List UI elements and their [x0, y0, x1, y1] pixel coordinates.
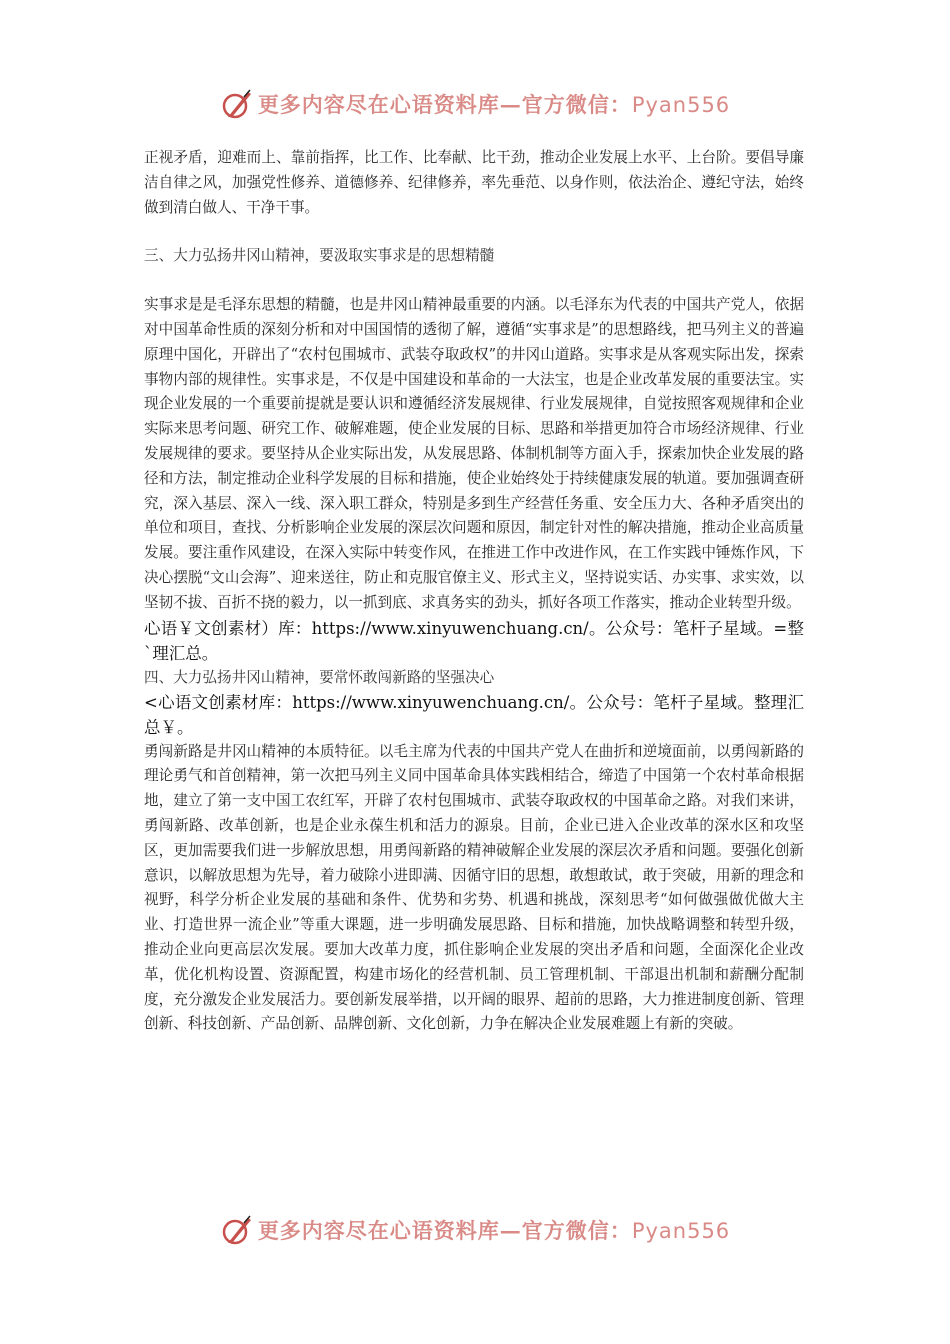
paragraph-3: 勇闯新路是井冈山精神的本质特征。以毛主席为代表的中国共产党人在曲折和逆境面前，以勇闯新路的理论勇气和首创精神，第一次把马列主义同中国革命具体实践相结合，缔造了中国第一个农村革命根据地，建立了第一支中国工农红军，开辟了农村包围城市、武装夺取政权的中国革命之路。对我们来讲，勇闯新路、改革创新，也是企业永葆生机和活力的源泉。目前，企业已进入企业改革的深水区和攻坚区，更加需要我们进一步解放思想，用勇闯新路的精神破解企业发展的深层次矛盾和问题。要强化创新意识，以解放思想为先导，着力破除小进即满、因循守旧的思想，敢想敢试，敢于突破，用新的理念和视野，科学分析企业发展的基础和条件、优势和劣势、机遇和挑战，深刻思考“如何做强做优做大主业、打造世界一流企业”等重大课题，进一步明确发展思路、目标和措施，加快战略调整和转型升级，推动企业向更高层次发展。要加大改革力度，抓住影响企业发展的突出矛盾和问题，全面深化企业改革，优化机构设置、资源配置，构建市场化的经营机制、员工管理机制、干部退出机制和薪酬分配制度，充分激发企业发展活力。要创新发展举措，以开阔的眼界、超前的思路，大力推进制度创新、管理创新、科技创新、产品创新、品牌创新、文化创新，力争在解决企业发展难题上有新的突破。: [144, 742, 804, 1033]
section-heading-4: 四、大力弘扬井冈山精神，要常怀敢闯新路的坚强决心: [144, 668, 495, 686]
footer-banner-text: 更多内容尽在心语资料库—官方微信：Pyan556: [257, 1218, 731, 1243]
document-body: [144, 146, 804, 1037]
paragraph-2: 实事求是是毛泽东思想的精髓，也是井冈山精神最重要的内涵。以毛泽东为代表的中国共产党人，依据对中国革命性质的深刻分析和对中国国情的透彻了解，遵循“实事求是”的思想路线，把马列主义的普遍原理中国化，开辟出了“农村包围城市、武装夺取政权”的井冈山道路。实事求是从客观实际出发，探索事物内部的规律性。实事求是，不仅是中国建设和革命的一大法宝，也是企业改革发展的重要法宝。实现企业发展的一个重要前提就是要认识和遵循经济发展规律、行业发展规律，自觉按照客观规律和企业实际来思考问题、研究工作、破解难题，使企业发展的目标、思路和举措更加符合市场经济规律、行业发展规律的要求。要坚持从企业实际出发，从发展思路、体制机制等方面入手，探索加快企业发展的路径和方法，制定推动企业科学发展的目标和措施，使企业始终处于持续健康发展的轨道。要加强调查研究，深入基层、深入一线、深入职工群众，特别是多到生产经营任务重、安全压力大、各种矛盾突出的单位和项目，查找、分析影响企业发展的深层次问题和原因，制定针对性的解决措施，推动企业高质量发展。要注重作风建设，在深入实际中转变作风，在推进工作中改进作风，在工作实践中锤炼作风，下决心摆脱“文山会海”、迎来送往，防止和克服官僚主义、形式主义，坚持说实话、办实事、求实效，以坚韧不拔、百折不挠的毅力，以一抓到底、求真务实的劲头，抓好各项工作落实，推动企业转型升级。: [144, 296, 804, 611]
header-banner: [0, 84, 950, 124]
header-wechat-handle: Pyan556: [631, 93, 731, 117]
section-heading-3: 三、大力弘扬井冈山精神，要汲取实事求是的思想精髓: [144, 247, 495, 265]
promo-line-2: <心语文创素材库：https://www.xinyuwenchuang.cn/。公众号：笔杆子星域。整理汇总￥。: [144, 692, 804, 737]
header-banner-text: 更多内容尽在心语资料库—官方微信：Pyan556: [257, 92, 731, 117]
quill-pen-logo-icon: [220, 1213, 254, 1247]
footer-banner: [0, 1210, 950, 1250]
promo-line-1: 心语￥文创素材）库：https://www.xinyuwenchuang.cn/。公众号：笔杆子星域。=整`理汇总。: [144, 618, 804, 663]
footer-wechat-handle: Pyan556: [631, 1219, 731, 1243]
paragraph-1: 正视矛盾，迎难而上、靠前指挥，比工作、比奉献、比干劲，推动企业发展上水平、上台阶。要倡导廉洁自律之风，加强党性修养、道德修养、纪律修养，率先垂范、以身作则，依法治企、遵纪守法，始终做到清白做人、干净干事。: [144, 149, 804, 216]
quill-pen-logo-icon: [220, 87, 254, 121]
